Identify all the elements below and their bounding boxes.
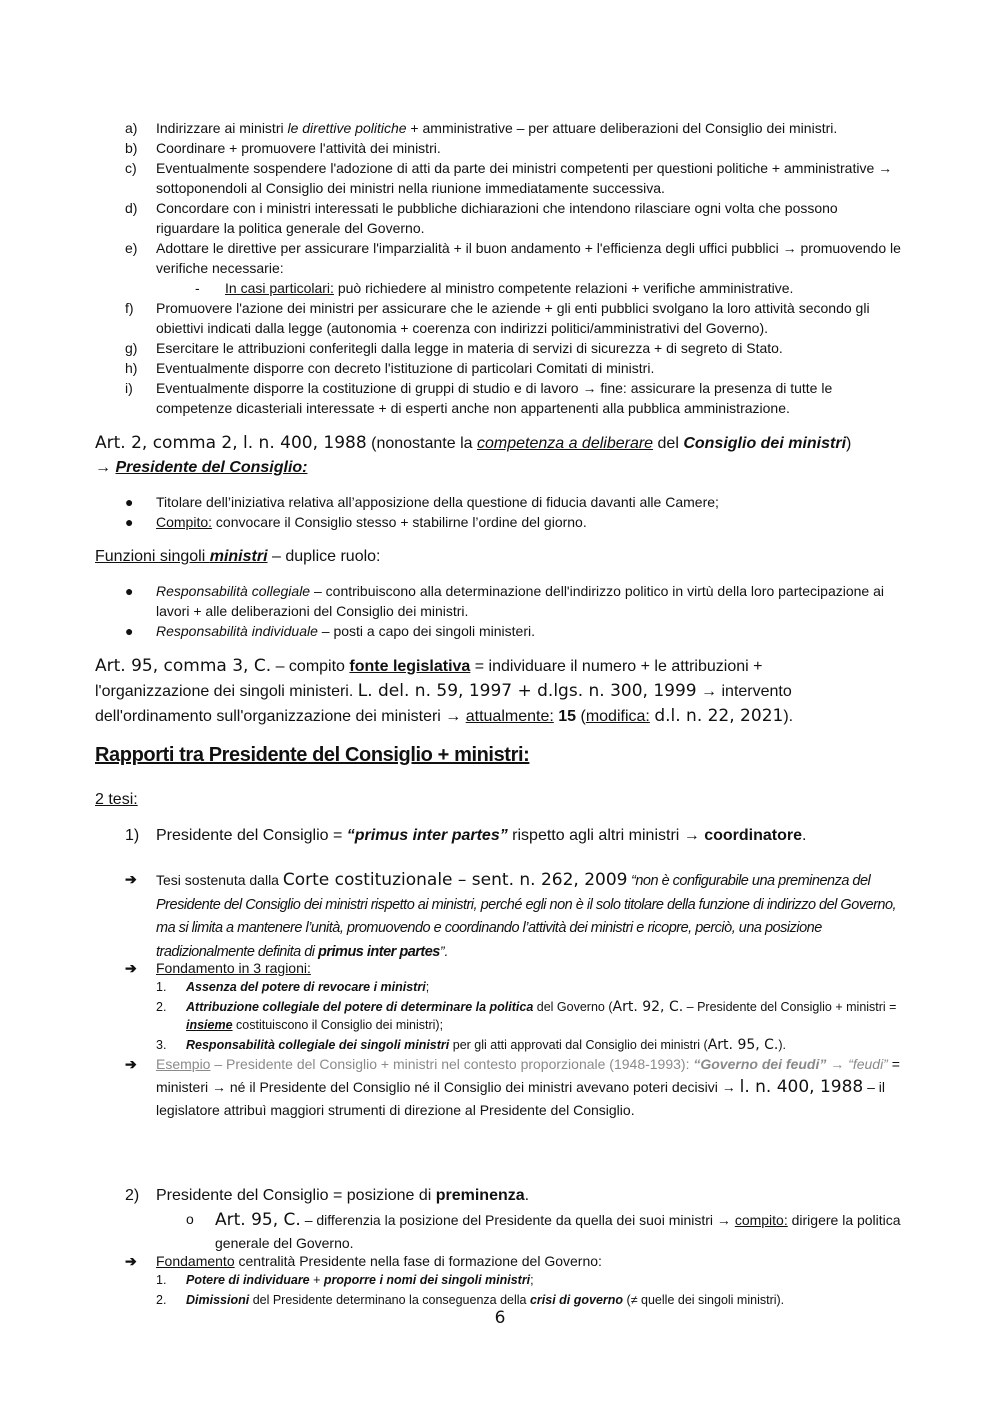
sub-list-item: - In casi particolari: può richiedere al ministro competente relazioni + verifiche amministrative. [195,280,794,296]
list-item: 2. Dimissioni del Presidente determinano la conseguenza della crisi di governo (≠ quelle dei singoli ministri). [156,1293,785,1307]
list-item: e) Adottare le direttive per assicurare l'imparzialità + il buon andamento + l'efficienza degli uffici pubblici → promuovendo le verifiche necessarie: [125,240,901,276]
list-item: c) Eventualmente sospendere l'adozione di atti da parte dei ministri competenti per questioni politiche + amministrative → sottoponendoli al Consiglio dei ministri nella riunione immediatamente successiva. [125,160,893,196]
tesi-1: 1) Presidente del Consiglio = “primus inter partes” rispetto agli altri ministri → coordinatore. [95,824,905,848]
bullet-icon: ● [125,514,134,530]
bullet-icon: ● [125,623,134,639]
list-item: ● Responsabilità collegiale – contribuiscono alla determinazione dell'indirizzo politico in virtù della loro partecipazione ai lavori + alle deliberazioni del Consiglio dei ministri. [125,583,884,619]
list-label: a) [125,120,138,136]
list-item: d) Concordare con i ministri interessati le pubbliche dichiarazioni che intendono rilasciare ogni volta che possono riguardare la politica generale del Governo. [125,200,838,236]
list-item: b) Coordinare + promuovere l'attività dei ministri. [125,140,441,156]
list-item: 1. Potere di individuare + proporre i nomi dei singoli ministri; [156,1273,534,1287]
arrow-bullet-icon: ➔ [125,871,137,887]
list-label: 2) [125,1187,140,1204]
list-label: 1) [125,827,140,844]
page-number: 6 [494,1308,506,1328]
art2-paragraph: Art. 2, comma 2, l. n. 400, 1988 (nonostante la competenza a deliberare del Consiglio dei ministri) → Presidente del Consiglio: [95,433,852,476]
list-item: 2. Attribuzione collegiale del potere di determinare la politica del Governo (Art. 92, C. – Presidente del Consiglio + ministri = insieme costituiscono il Consiglio dei ministri); [156,999,897,1032]
arrow-bullet-icon: ➔ [125,1253,137,1269]
list-label: f) [125,300,134,316]
list-label: g) [125,340,138,356]
prerogative-list [95,118,905,418]
tesi-1-fondamento: ➔ Fondamento in 3 ragioni: [125,960,311,976]
ragioni-list [95,978,905,1054]
list-item: f) Promuovere l'azione dei ministri per assicurare che le aziende + gli enti pubblici svolgano la loro attività secondo gli obiettivi indicati dalla legge (autonomia + coerenza con indirizzi politici/amministrativi del Governo). [125,300,870,336]
list-item: ● Compito: convocare il Consiglio stesso + stabilirne l’ordine del giorno. [125,514,587,530]
list-item: g) Esercitare le attribuzioni conferitegli dalla legge in materia di servizi di sicurezza + di segreto di Stato. [125,340,783,356]
tesi-2: 2) Presidente del Consiglio = posizione di preminenza. [95,1184,905,1208]
list-item: i) Eventualmente disporre la costituzione di gruppi di studio e di lavoro → fine: assicurare la presenza di tutte le competenze dicasteriali interessate + di esperti anche non appartenenti alla pubblica amministrazione. [125,380,833,416]
bullet-icon: ● [125,583,134,599]
list-label: i) [125,380,133,396]
art2-bullets [95,492,905,532]
list-item: 3. Responsabilità collegiale dei singoli ministri per gli atti approvati dal Consiglio dei ministri (Art. 95, C.). [156,1037,787,1053]
funzioni-bullets [95,581,905,641]
esempio-paragraph: ➔ Esempio – Presidente del Consiglio + ministri nel contesto proporzionale (1948-1993): “Governo dei feudi” → “feudi” = ministeri → né il Presidente del Consiglio né il Consiglio dei ministri avevano poteri decisivi → l. n. 400, 1988 – il legislatore attribuì maggiori strumenti di direzione al Presidente del Consiglio. [95,1053,905,1121]
arrow-icon: → [95,459,116,476]
art95-paragraph: Art. 95, comma 3, C. – compito fonte legislativa = individuare il numero + le attribuzioni + l'organizzazione dei singoli ministeri. L. del. n. 59, 1997 + d.lgs. n. 300, 1999 → intervento dell'ordinamento sull'organizzazione dei ministeri → attualmente: 15 (modifica: d.l. n. 22, 2021). [95,656,794,726]
list-item: ● Titolare dell’iniziativa relativa all’apposizione della questione di fiducia davanti alle Camere; [125,494,719,510]
tesi-2-sub: o Art. 95, C. – differenzia la posizione del Presidente da quella dei suoi ministri → compito: dirigere la politica generale del Governo. [186,1210,901,1251]
tesi-1-corte: ➔ Tesi sostenuta dalla Corte costituzionale – sent. n. 262, 2009 “non è configurabile una preminenza del Presidente del Consiglio dei ministri rispetto ai ministri, perché egli non è il solo titolare della funzione di indirizzo del Governo, ma si limita a mantenere l’unità, promuovendo e coordinando l’attività dei ministri e ricopre, perciò, una posizione tradizionalmente definita di primus inter partes”. [125,870,897,960]
tesi-2-items [95,1271,905,1309]
list-label: h) [125,360,138,376]
tesi-2-fondamento: ➔ Fondamento centralità Presidente nella fase di formazione del Governo: [125,1253,602,1269]
list-item: ● Responsabilità individuale – posti a capo dei singoli ministeri. [125,623,535,639]
circle-bullet-icon: o [186,1211,194,1227]
list-label: b) [125,140,138,156]
list-label: c) [125,160,137,176]
section-title: Rapporti tra Presidente del Consiglio + ministri: [95,744,530,766]
bullet-icon: ● [125,494,134,510]
list-item: a) Indirizzare ai ministri le direttive politiche + amministrative – per attuare deliberazioni del Consiglio dei ministri. [125,120,838,136]
dash-bullet: - [195,280,200,296]
list-item: h) Eventualmente disporre con decreto l'istituzione di particolari Comitati di ministri. [125,360,655,376]
section-heading [95,745,905,765]
list-label: e) [125,240,138,256]
list-label: d) [125,200,138,216]
due-tesi-label: 2 tesi: [95,791,138,808]
arrow-bullet-icon: ➔ [125,960,137,976]
list-item: 1. Assenza del potere di revocare i ministri; [156,980,430,994]
funzioni-heading: Funzioni singoli ministri – duplice ruolo: [95,548,381,565]
arrow-bullet-icon: ➔ [125,1056,137,1072]
